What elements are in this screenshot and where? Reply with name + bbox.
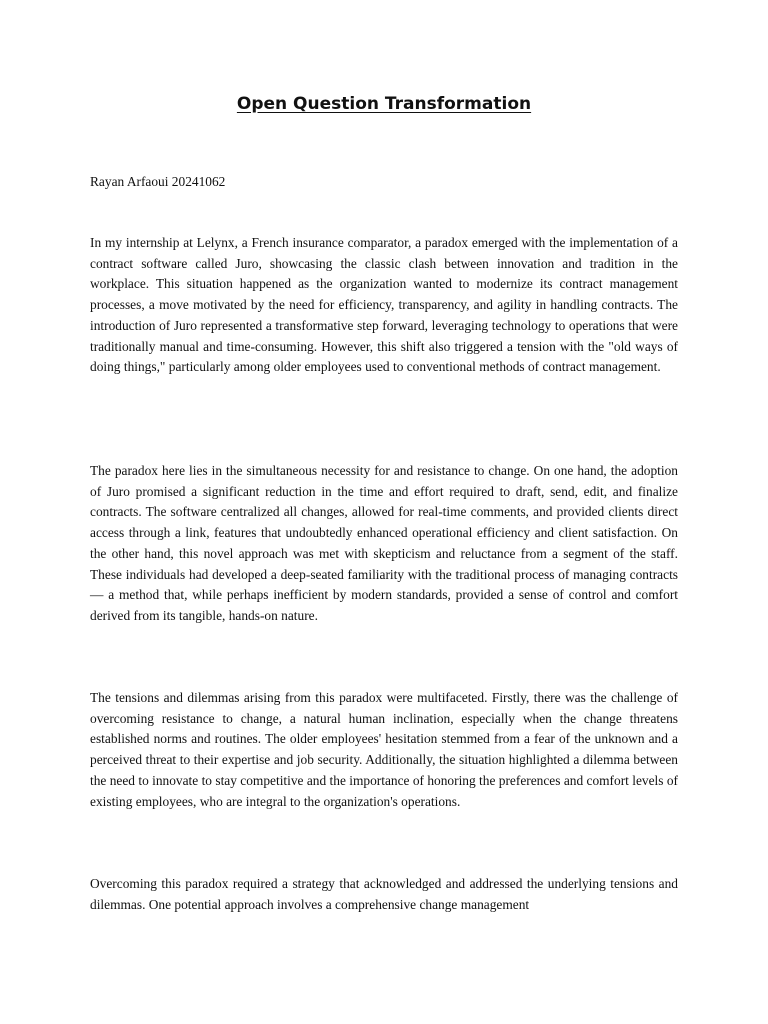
paragraph-3: The tensions and dilemmas arising from this paradox were multifaceted. Firstly, there was the challenge of overcoming resistance to change, a natural human inclination, especially when the change threatens established norms and routines. The older employees' hesitation stemmed from a fear of the unknown and a perceived threat to their expertise and job security. Additionally, the situation highlighted a dilemma between the need to innovate to stay competitive and the importance of honoring the preferences and comfort levels of existing employees, who are integral to the organization's operations. <box>90 690 678 809</box>
paragraph-2: The paradox here lies in the simultaneous necessity for and resistance to change. On one hand, the adoption of Juro promised a significant reduction in the time and effort required to draft, send, edit, and finalize contracts. The software centralized all changes, allowed for real-time comments, and provided clients direct access through a link, features that undoubtedly enhanced operational efficiency and client satisfaction. On the other hand, this novel approach was met with skepticism and reluctance from a segment of the staff. These individuals had developed a deep-seated familiarity with the traditional process of managing contracts — a method that, while perhaps inefficient by modern standards, provided a sense of control and comfort derived from its tangible, hands-on nature. <box>90 463 678 623</box>
paragraph-4: Overcoming this paradox required a strategy that acknowledged and addressed the underlying tensions and dilemmas. One potential approach involves a comprehensive change management <box>90 876 678 912</box>
document-title: Open Question Transformation <box>236 94 532 114</box>
paragraph-1: In my internship at Lelynx, a French insurance comparator, a paradox emerged with the implementation of a contract software called Juro, showcasing the classic clash between innovation and tradition in the workplace. This situation happened as the organization wanted to modernize its contract management processes, a move motivated by the need for efficiency, transparency, and agility in handling contracts. The introduction of Juro represented a transformative step forward, leveraging technology to operations that were traditionally manual and time-consuming. However, this shift also triggered a tension with the "old ways of doing things," particularly among older employees used to conventional methods of contract management. <box>90 235 678 375</box>
author-line: Rayan Arfaoui 20241062 <box>90 174 226 189</box>
